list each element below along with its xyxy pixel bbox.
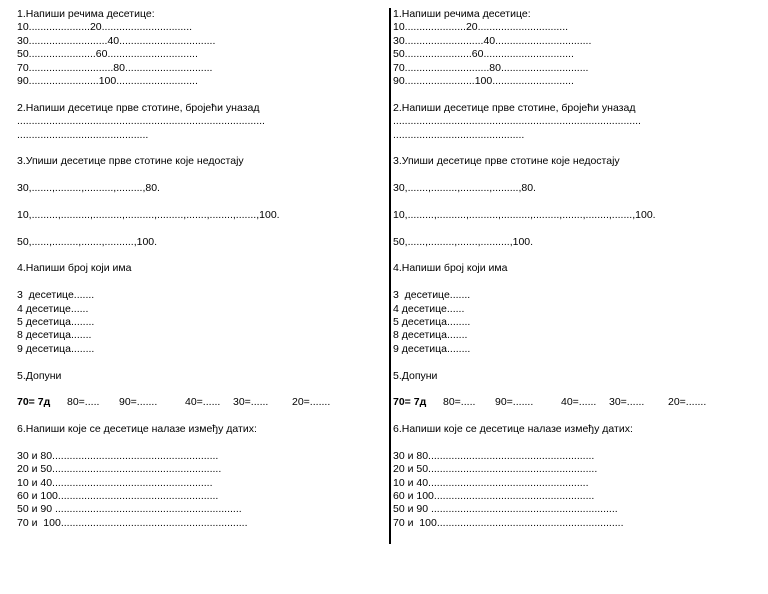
section-5-item: 30=...... xyxy=(233,396,269,409)
section-3-line: 30,.......,.........,..........,.........,80. xyxy=(17,182,160,195)
section-6-line: 30 и 80......................................................... xyxy=(393,449,595,462)
section-6-line: 50 и 90 ................................................................ xyxy=(393,503,618,516)
section-4-line: 3 десетице....... xyxy=(393,289,471,302)
section-1-line: 70.............................80.............................. xyxy=(393,61,589,74)
section-4-line: 9 десетица........ xyxy=(17,342,95,355)
section-4-line: 5 десетица........ xyxy=(393,315,471,328)
section-1-line: 90........................100............................ xyxy=(393,74,574,87)
section-2-title: 2.Напиши десетице прве стотине, бројећи уназад xyxy=(393,101,636,114)
section-1-line: 30...........................40................................. xyxy=(17,34,216,47)
section-6-line: 30 и 80......................................................... xyxy=(17,449,219,462)
section-1-line: 50.......................60............................... xyxy=(17,48,198,61)
section-4-line: 8 десетица....... xyxy=(393,329,468,342)
section-6-line: 10 и 40....................................................... xyxy=(17,476,213,489)
worksheet-left xyxy=(17,8,382,530)
section-3-line: 30,.......,.........,..........,.........,80. xyxy=(393,182,536,195)
section-1-title: 1.Напиши речима десетице: xyxy=(17,8,155,20)
section-4-line: 8 десетица....... xyxy=(17,329,92,342)
section-5-item: 70= 7д xyxy=(17,396,51,409)
section-3-line: 10,.........,..........,..........,..........,.........,.......,........,.......,100. xyxy=(393,208,656,221)
section-6-line: 70 и 100................................................................ xyxy=(17,516,248,529)
section-5-title: 5.Допуни xyxy=(17,369,62,382)
section-2-line: ............................................. xyxy=(393,128,525,141)
section-5-items xyxy=(393,396,758,409)
section-5-item: 20=....... xyxy=(292,396,331,409)
section-2-title: 2.Напиши десетице прве стотине, бројећи уназад xyxy=(17,101,260,114)
section-5-title: 5.Допуни xyxy=(393,369,438,382)
section-6-title: 6.Напиши које се десетице налазе између датих: xyxy=(393,423,633,436)
section-4-line: 3 десетице....... xyxy=(17,289,95,302)
section-5-item: 90=....... xyxy=(495,396,534,409)
section-6-line: 10 и 40....................................................... xyxy=(393,476,589,489)
section-1-line: 70.............................80.............................. xyxy=(17,61,213,74)
section-4-line: 9 десетица........ xyxy=(393,342,471,355)
section-5-item: 40=...... xyxy=(185,396,221,409)
section-1-line: 90........................100............................ xyxy=(17,74,198,87)
column-divider xyxy=(389,8,391,544)
section-5-item: 80=..... xyxy=(67,396,100,409)
section-1-line: 10.....................20............................... xyxy=(17,21,193,34)
worksheet-right xyxy=(393,8,758,530)
section-5-items xyxy=(17,396,382,409)
section-1-title: 1.Напиши речима десетице: xyxy=(393,8,531,20)
section-5-item: 70= 7д xyxy=(393,396,427,409)
section-4-line: 5 десетица........ xyxy=(17,315,95,328)
section-2-line: ..................................................................................... xyxy=(17,115,265,128)
section-2-line: ............................................. xyxy=(17,128,149,141)
section-5-item: 20=....... xyxy=(668,396,707,409)
section-5-item: 90=....... xyxy=(119,396,158,409)
section-3-line: 50,......,.........,.......,..........,100. xyxy=(393,235,534,248)
section-2-line: ..................................................................................... xyxy=(393,115,641,128)
section-3-line: 10,.........,..........,..........,..........,.........,.......,........,.......,100. xyxy=(17,208,280,221)
section-3-title: 3.Упиши десетице прве стотине које недостају xyxy=(17,155,244,168)
section-5-item: 80=..... xyxy=(443,396,476,409)
section-3-line: 50,......,.........,.......,..........,100. xyxy=(17,235,158,248)
section-6-line: 20 и 50.......................................................... xyxy=(17,463,222,476)
section-6-line: 20 и 50.......................................................... xyxy=(393,463,598,476)
section-1-line: 30...........................40................................. xyxy=(393,34,592,47)
section-1-line: 50.......................60............................... xyxy=(393,48,574,61)
section-4-title: 4.Напиши број који има xyxy=(17,262,132,275)
section-6-line: 50 и 90 ................................................................ xyxy=(17,503,242,516)
section-5-item: 40=...... xyxy=(561,396,597,409)
section-1-line: 10.....................20............................... xyxy=(393,21,569,34)
section-6-line: 60 и 100....................................................... xyxy=(393,490,595,503)
section-4-title: 4.Напиши број који има xyxy=(393,262,508,275)
section-6-line: 70 и 100................................................................ xyxy=(393,516,624,529)
section-4-line: 4 десетице...... xyxy=(17,302,89,315)
section-6-title: 6.Напиши које се десетице налазе између датих: xyxy=(17,423,257,436)
section-5-item: 30=...... xyxy=(609,396,645,409)
section-4-line: 4 десетице...... xyxy=(393,302,465,315)
section-3-title: 3.Упиши десетице прве стотине које недостају xyxy=(393,155,620,168)
section-6-line: 60 и 100....................................................... xyxy=(17,490,219,503)
